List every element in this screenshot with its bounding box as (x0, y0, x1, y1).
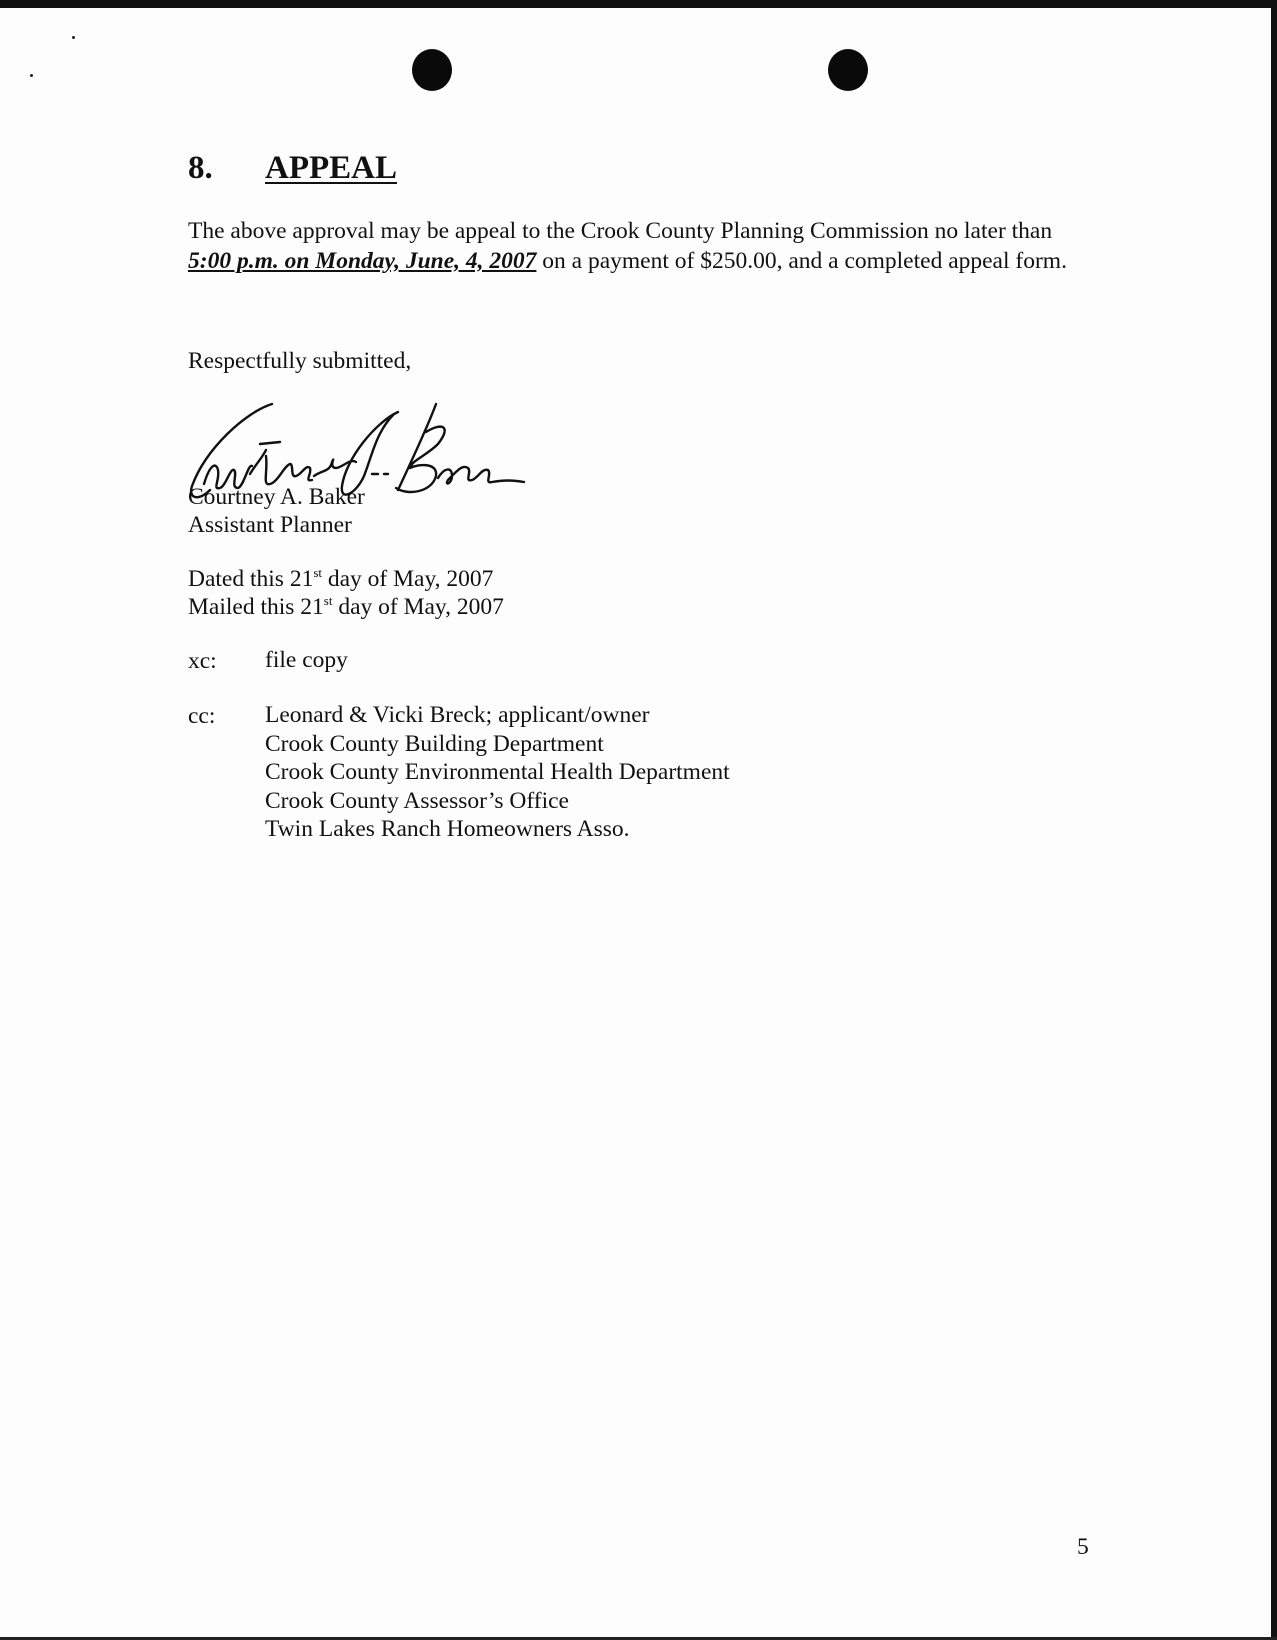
xc-item: file copy (265, 647, 348, 673)
dated-suffix: day of May, 2007 (322, 566, 494, 592)
scan-top-edge (0, 0, 1277, 8)
cc-item: Twin Lakes Ranch Homeowners Asso. (265, 816, 630, 842)
xc-label: xc: (188, 648, 217, 674)
cc-item: Leonard & Vicki Breck; applicant/owner (265, 702, 650, 728)
xc-list (265, 646, 348, 675)
section-title: APPEAL (265, 150, 397, 186)
punch-hole-right (828, 49, 868, 91)
appeal-deadline: 5:00 p.m. on Monday, June, 4, 2007 (188, 248, 537, 274)
section-heading (188, 150, 397, 187)
signer-name: Courtney A. Baker (188, 484, 365, 510)
mailed-line (188, 594, 504, 621)
scan-speck (30, 74, 33, 77)
punch-hole-left (412, 49, 452, 91)
scan-speck (72, 36, 75, 39)
mailed-prefix: Mailed this 21 (188, 594, 324, 620)
cc-item: Crook County Building Department (265, 730, 604, 757)
cc-item: Crook County Assessor’s Office (265, 787, 569, 814)
section-number: 8. (188, 150, 213, 186)
cc-label: cc: (188, 703, 216, 729)
dated-prefix: Dated this 21 (188, 566, 314, 592)
scan-right-edge (1271, 0, 1277, 1640)
cc-list (265, 701, 730, 844)
mailed-suffix: day of May, 2007 (332, 594, 504, 620)
dated-ordinal: st (313, 565, 322, 581)
appeal-text-end: on a payment of $250.00, and a completed appeal form. (536, 248, 1067, 274)
appeal-paragraph (188, 216, 1088, 276)
appeal-text-start: The above approval may be appeal to the Crook County Planning Commission no later than (188, 218, 1053, 244)
cc-item: Crook County Environmental Health Department (265, 759, 730, 785)
dated-line (188, 566, 493, 593)
mailed-ordinal: st (323, 593, 333, 609)
signer-title: Assistant Planner (188, 512, 352, 538)
closing-line: Respectfully submitted, (188, 348, 412, 374)
page-number: 5 (1077, 1534, 1089, 1560)
